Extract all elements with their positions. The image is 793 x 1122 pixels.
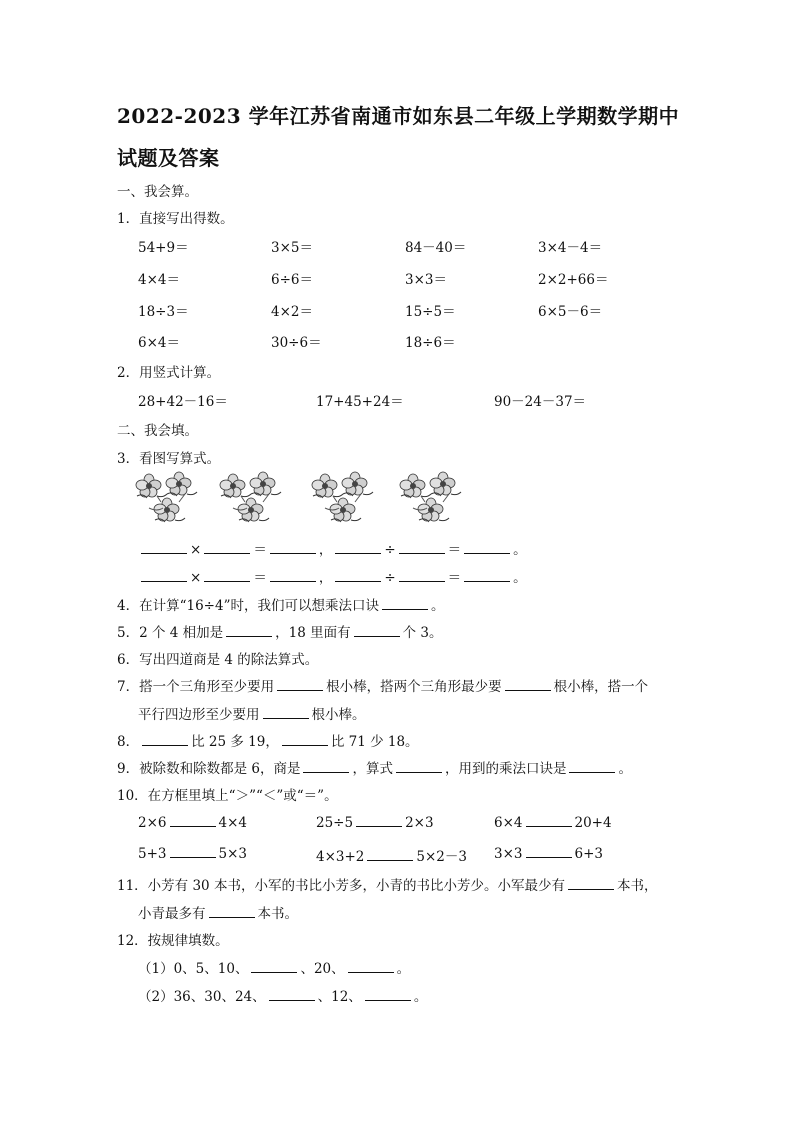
answer-blank[interactable] bbox=[204, 541, 250, 554]
q2-item: 17+45+24＝ bbox=[316, 394, 404, 410]
q10-compare bbox=[316, 814, 434, 831]
q5-text: ，18 里面有 bbox=[275, 625, 351, 641]
answer-blank[interactable] bbox=[141, 541, 187, 554]
q10-right: 4×4 bbox=[218, 815, 247, 831]
q10-compare bbox=[138, 814, 247, 831]
q7-text: 根小棒。 bbox=[311, 707, 366, 723]
q9-text: 9．被除数和除数都是 6，商是 bbox=[117, 761, 301, 777]
q12-part1 bbox=[138, 957, 410, 977]
question-10-label: 10．在方框里填上“＞”“＜”或“＝”。 bbox=[117, 788, 338, 804]
q2-item: 28+42－16＝ bbox=[138, 394, 228, 410]
q4-text: 4．在计算“16÷4”时，我们可以想乘法口诀 bbox=[117, 598, 379, 614]
equals-sign: ＝ bbox=[253, 570, 267, 586]
q9-text: ，用到的乘法口诀是 bbox=[444, 761, 567, 777]
q10-compare bbox=[138, 845, 247, 862]
q12-text: 、12、 bbox=[317, 989, 362, 1005]
equals-sign: ＝ bbox=[447, 542, 462, 558]
q1-item: 18÷3＝ bbox=[138, 304, 189, 320]
q1-item: 6×4＝ bbox=[138, 335, 180, 351]
answer-blank[interactable] bbox=[348, 960, 394, 973]
answer-blank[interactable] bbox=[335, 569, 381, 582]
q1-item: 84－40＝ bbox=[405, 240, 467, 256]
divide-sign: ÷ bbox=[384, 542, 396, 558]
q11-text: 11．小芳有 30 本书，小军的书比小芳多，小青的书比小芳少。小军最少有 bbox=[117, 878, 565, 894]
q10-compare bbox=[316, 845, 467, 865]
q1-item: 3×5＝ bbox=[271, 240, 313, 256]
q12-text: （1）0、5、10、 bbox=[138, 961, 249, 977]
q12-text: 。 bbox=[396, 961, 411, 977]
q10-right: 20+4 bbox=[574, 815, 612, 831]
flower-group bbox=[312, 472, 373, 522]
period: 。 bbox=[513, 542, 527, 558]
compare-blank[interactable] bbox=[170, 814, 216, 827]
q11-text: 小青最多有 bbox=[138, 906, 206, 922]
q1-item: 30÷6＝ bbox=[271, 335, 322, 351]
q10-compare bbox=[494, 845, 603, 862]
q11-text: 本书， bbox=[616, 878, 658, 894]
answer-blank[interactable] bbox=[282, 733, 328, 746]
answer-blank[interactable] bbox=[354, 624, 400, 637]
q1-item: 6×5－6＝ bbox=[538, 304, 603, 320]
q12-text: 、20、 bbox=[300, 961, 345, 977]
q4-text-end: 。 bbox=[430, 598, 445, 614]
answer-blank[interactable] bbox=[226, 624, 272, 637]
q7-text: 平行四边形至少要用 bbox=[138, 707, 260, 723]
answer-blank[interactable] bbox=[365, 988, 411, 1001]
compare-blank[interactable] bbox=[170, 845, 216, 858]
q3-equation-row bbox=[138, 538, 527, 558]
q10-right: 5×2－3 bbox=[416, 849, 467, 865]
q10-right: 6+3 bbox=[574, 846, 603, 862]
answer-blank[interactable] bbox=[263, 706, 309, 719]
answer-blank[interactable] bbox=[464, 541, 510, 554]
q1-item: 4×2＝ bbox=[271, 304, 313, 320]
answer-blank[interactable] bbox=[399, 569, 445, 582]
compare-blank[interactable] bbox=[526, 845, 572, 858]
question-9 bbox=[117, 757, 632, 777]
section-heading-calc: 一、我会算。 bbox=[117, 184, 198, 200]
q1-item: 3×4－4＝ bbox=[538, 240, 603, 256]
flower-group bbox=[220, 472, 281, 522]
answer-blank[interactable] bbox=[303, 760, 349, 773]
answer-blank[interactable] bbox=[505, 678, 551, 691]
answer-blank[interactable] bbox=[142, 733, 188, 746]
q10-left: 4×3+2 bbox=[316, 849, 365, 865]
q1-item: 4×4＝ bbox=[138, 272, 180, 288]
q10-right: 2×3 bbox=[405, 815, 434, 831]
compare-blank[interactable] bbox=[356, 814, 402, 827]
q10-left: 2×6 bbox=[138, 815, 167, 831]
q2-item: 90－24－37＝ bbox=[494, 394, 587, 410]
answer-blank[interactable] bbox=[569, 760, 615, 773]
q10-compare bbox=[494, 814, 612, 831]
answer-blank[interactable] bbox=[251, 960, 297, 973]
answer-blank[interactable] bbox=[335, 541, 381, 554]
question-5 bbox=[117, 621, 443, 641]
question-4 bbox=[117, 594, 444, 614]
question-12-label: 12．按规律填数。 bbox=[117, 933, 229, 949]
question-7-line1 bbox=[117, 675, 648, 695]
question-8 bbox=[117, 730, 419, 750]
q1-item: 6÷6＝ bbox=[271, 272, 313, 288]
times-sign: × bbox=[190, 542, 202, 558]
q11-text: 本书。 bbox=[257, 906, 298, 922]
answer-blank[interactable] bbox=[464, 569, 510, 582]
equals-sign: ＝ bbox=[447, 570, 462, 586]
answer-blank[interactable] bbox=[209, 905, 255, 918]
answer-blank[interactable] bbox=[399, 541, 445, 554]
q5-text: 5．2 个 4 相加是 bbox=[117, 625, 224, 641]
answer-blank[interactable] bbox=[270, 569, 316, 582]
q1-item: 3×3＝ bbox=[405, 272, 447, 288]
q1-item: 2×2+66＝ bbox=[538, 272, 609, 288]
question-1-label: 1．直接写出得数。 bbox=[117, 211, 234, 227]
q8-text: 比 71 少 18。 bbox=[330, 734, 419, 750]
answer-blank[interactable] bbox=[204, 569, 250, 582]
section-heading-fill: 二、我会填。 bbox=[117, 423, 198, 439]
flower-group bbox=[400, 472, 461, 522]
answer-blank[interactable] bbox=[382, 597, 428, 610]
divide-sign: ÷ bbox=[384, 570, 396, 586]
q10-left: 3×3 bbox=[494, 846, 523, 862]
q9-text: 。 bbox=[618, 761, 632, 777]
question-11-line2 bbox=[138, 902, 298, 922]
question-2-label: 2．用竖式计算。 bbox=[117, 365, 221, 381]
answer-blank[interactable] bbox=[568, 877, 614, 890]
flower-picture bbox=[135, 468, 465, 530]
compare-blank[interactable] bbox=[526, 814, 572, 827]
answer-blank[interactable] bbox=[141, 569, 187, 582]
q7-text: 根小棒，搭一个 bbox=[553, 679, 649, 695]
q1-item: 15÷5＝ bbox=[405, 304, 456, 320]
q7-text: 根小棒，搭两个三角形最少要 bbox=[326, 679, 502, 695]
document-title-line2: 试题及答案 bbox=[117, 146, 220, 170]
q10-left: 5+3 bbox=[138, 846, 167, 862]
period: 。 bbox=[513, 570, 527, 586]
answer-blank[interactable] bbox=[396, 760, 442, 773]
q12-part2 bbox=[138, 985, 427, 1005]
q10-left: 25÷5 bbox=[316, 815, 354, 831]
times-sign: × bbox=[190, 570, 202, 586]
q9-text: ，算式 bbox=[352, 761, 393, 777]
question-6: 6．写出四道商是 4 的除法算式。 bbox=[117, 652, 319, 668]
q7-text: 7．搭一个三角形至少要用 bbox=[117, 679, 275, 695]
q1-item: 18÷6＝ bbox=[405, 335, 456, 351]
question-7-line2 bbox=[138, 703, 366, 723]
q10-left: 6×4 bbox=[494, 815, 523, 831]
q12-text: 。 bbox=[413, 989, 428, 1005]
comma: ， bbox=[318, 570, 333, 586]
flower-group bbox=[136, 472, 197, 522]
q8-text: 8． bbox=[117, 734, 140, 750]
q8-text: 比 25 多 19， bbox=[191, 734, 279, 750]
q3-equation-row bbox=[138, 566, 527, 586]
answer-blank[interactable] bbox=[269, 988, 315, 1001]
q1-item: 54+9＝ bbox=[138, 240, 189, 256]
document-title-line1: 2022-2023 学年江苏省南通市如东县二年级上学期数学期中 bbox=[117, 104, 680, 128]
equals-sign: ＝ bbox=[253, 542, 267, 558]
q5-text: 个 3。 bbox=[402, 625, 443, 641]
answer-blank[interactable] bbox=[277, 678, 323, 691]
comma: ， bbox=[318, 542, 333, 558]
question-11-line1 bbox=[117, 874, 657, 894]
answer-blank[interactable] bbox=[270, 541, 316, 554]
question-3-label: 3．看图写算式。 bbox=[117, 451, 221, 467]
compare-blank[interactable] bbox=[367, 848, 413, 861]
q10-right: 5×3 bbox=[218, 846, 247, 862]
q12-text: （2）36、30、24、 bbox=[138, 989, 266, 1005]
